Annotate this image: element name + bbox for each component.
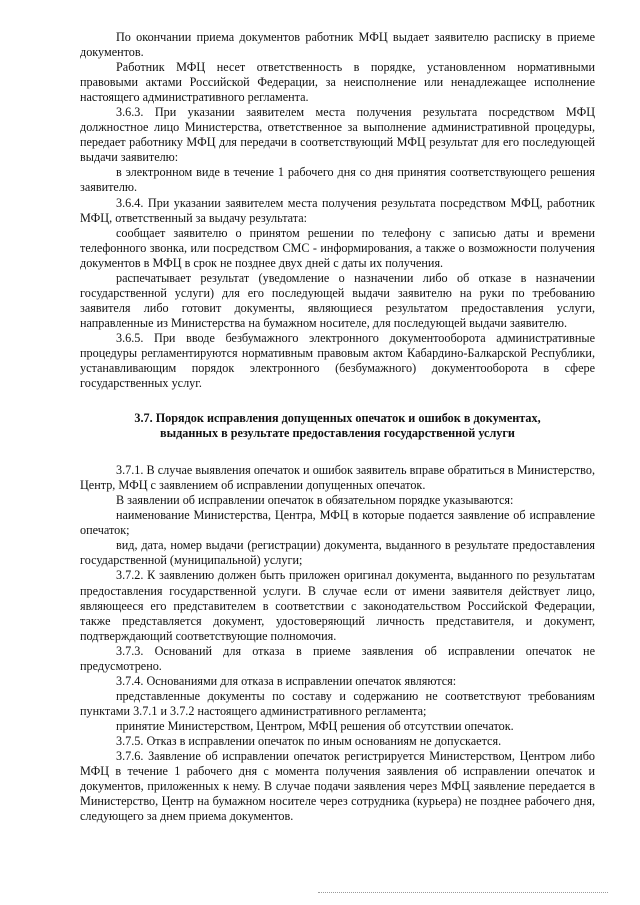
paragraph: 3.7.4. Основаниями для отказа в исправлении опечаток являются: [116, 673, 457, 688]
paragraph: вид, дата, номер выдачи (регистрации) документа, выданного в результате предоставления государственной (муниципальной) услуги; [80, 538, 595, 568]
paragraph: наименование Министерства, Центра, МФЦ в которые подается заявление об исправление опечаток; [80, 508, 595, 538]
paragraph: 3.7.2. К заявлению должен быть приложен оригинал документа, выданного по результатам предоставления государственной услуги. В случае если от имени заявителя действует лицо, являющееся его представителем в соответствии с законодательством Российской Федерации, также представляется документ, удостоверяющий личность представителя, и документ, подтверждающий соответствующие полномочия. [80, 568, 595, 643]
footer-rule [318, 892, 608, 893]
paragraph: Работник МФЦ несет ответственность в порядке, установленном нормативными правовыми актами Российской Федерации, за неисполнение или ненадлежащее исполнение настоящего административного регламента. [80, 60, 595, 105]
paragraph: 3.7.1. В случае выявления опечаток и ошибок заявитель вправе обратиться в Министерство, Центр, МФЦ с заявлением об исправлении допущенных опечаток. [80, 463, 595, 493]
section-heading-line: выданных в результате предоставления государственной услуги [160, 426, 515, 441]
section-heading-line: 3.7. Порядок исправления допущенных опечаток и ошибок в документах, [134, 411, 541, 426]
paragraph: представленные документы по составу и содержанию не соответствуют требованиям пунктами 3.7.1 и 3.7.2 настоящего административного регламента; [80, 688, 595, 718]
paragraph: В заявлении об исправлении опечаток в обязательном порядке указываются: [116, 493, 514, 508]
paragraph: 3.7.3. Оснований для отказа в приеме заявления об исправлении опечаток не предусмотрено. [80, 643, 595, 673]
document-page [80, 30, 595, 824]
paragraph: 3.6.4. При указании заявителем места получения результата посредством МФЦ, работник МФЦ, ответственный за выдачу результата: [80, 195, 595, 225]
paragraph: распечатывает результат (уведомление о назначении либо об отказе в назначении государственной услуги) для его последующей выдачи заявителю на руки по требованию заявителя либо готовит документы, являющиеся результатом предоставления услуги, направленные из Министерства на бумажном носителе, для последующей выдачи заявителю. [80, 270, 595, 330]
section-heading [80, 411, 595, 441]
paragraph: принятие Министерством, Центром, МФЦ решения об отсутствии опечаток. [116, 718, 514, 733]
paragraph: 3.6.3. При указании заявителем места получения результата посредством МФЦ должностное лицо Министерства, ответственное за выполнение административной процедуры, передает работнику МФЦ для передачи в соответствующий МФЦ результат для его последующей выдачи заявителю: [80, 105, 595, 165]
paragraph: 3.6.5. При вводе безбумажного электронного документооборота административные процедуры регламентируются нормативным правовым актом Кабардино-Балкарской Республики, устанавливающим порядок электронного (безбумажного) документооборота в сфере государственных услуг. [80, 330, 595, 391]
paragraph: 3.7.6. Заявление об исправлении опечаток регистрируется Министерством, Центром либо МФЦ в течение 1 рабочего дня с момента получения заявления об исправлении опечаток и документов, приложенных к нему. В случае подачи заявления через МФЦ заявление передается в Министерство, Центр на бумажном носителе через сотрудника (курьера) не позднее рабочего дня, следующего за днем приема документов. [80, 749, 595, 824]
paragraph: сообщает заявителю о принятом решении по телефону с записью даты и времени телефонного звонка, или посредством СМС - информирования, а также о возможности получения документов в МФЦ в срок не позднее двух дней с даты их получения. [80, 225, 595, 270]
paragraph: в электронном виде в течение 1 рабочего дня со дня принятия соответствующего решения заявителю. [80, 165, 595, 195]
paragraph: По окончании приема документов работник МФЦ выдает заявителю расписку в приеме документов. [80, 30, 595, 60]
paragraph: 3.7.5. Отказ в исправлении опечаток по иным основаниям не допускается. [116, 733, 502, 748]
